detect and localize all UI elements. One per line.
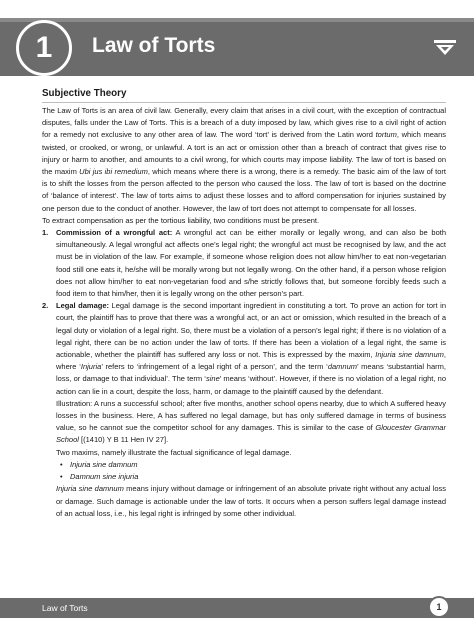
publisher-logo-icon — [434, 40, 456, 56]
illustration-paragraph — [56, 398, 446, 447]
page-content — [42, 88, 446, 520]
legal-damage-text-d: ’ means ‘substantial harm, loss, or damage to that individual’. The term ‘ — [56, 362, 446, 384]
legal-damage-text-e: ’ means ‘without’. However, if there is no violation of a legal right, no action can lie in a court, despite the loss, harm, or damage to the plaintiff caused by the defendant. — [56, 374, 447, 396]
footer-label: Law of Torts — [42, 603, 88, 613]
maxim-injuria-sine-damnum: Injuria sine damnum — [375, 350, 444, 360]
illustration-text-b: [(1410) Y B 11 Hen IV 27]. — [78, 435, 169, 445]
condition-text: A wrongful act can be either morally or legally wrong, and can also be both simultaneously. A legal wrongful act affects one’s legal right; the wrongful act must be recognised by law, and the act must be in violation of the law. For example, if someone whose religion does not allow him/her to eat non-vegetarian food still one eats it, he/she will be morally wrong but not legally wrong. On the other hand, if a person whose religion does not allow him/her to eat non-vegetarian food and s/he strictly follows that, but someone forcibly feeds such a food item to that him/her, then it is legally wrong on the other person’s part. — [56, 228, 446, 299]
chapter-number-badge: 1 — [16, 20, 72, 76]
maxim-ubi-jus: Ubi jus ibi remedium — [79, 167, 148, 177]
page-number: 1 — [428, 596, 450, 618]
condition-item-2 — [42, 300, 446, 520]
maxim-item: Damnum sine injuria — [70, 472, 139, 482]
header-accent-line — [0, 18, 474, 22]
case-name: Gloucester Grammar School — [56, 423, 446, 445]
term-damnum: damnum — [327, 362, 357, 372]
maxim-item: Injuria sine damnum — [70, 459, 138, 469]
bullet-icon: • — [60, 472, 63, 482]
condition-heading: Commission of a wrongful act: — [56, 228, 173, 238]
term-injuria: Injuria — [80, 362, 102, 372]
condition-heading: Legal damage: — [56, 301, 109, 311]
condition-number: 1. — [42, 228, 49, 238]
intro-text-c: , which means where there is a wrong, there is a remedy. The basic aim of the law of tort is to shift the losses from the person affected to the person who caused the loss. The law of tort is based on the doctrine of ‘balance of interest’. The law of torts aims to adjust these losses and to afford compensation for injuries sustained by one person due to the conduct of another. However, the law of tort does not attempt to compensate for all losses. — [42, 167, 446, 213]
list-item — [56, 471, 446, 483]
legal-damage-paragraph — [56, 300, 446, 398]
conditions-intro: To extract compensation as per the tortious liability, two conditions must be present. — [42, 215, 320, 225]
bullet-icon: • — [60, 459, 63, 469]
condition-number: 2. — [42, 301, 49, 311]
condition-item-1 — [42, 227, 446, 300]
term-sine: sine — [205, 374, 220, 384]
closing-text: means injury without damage or infringement of an absolute private right without any actual loss or damage. Such damage is actionable under the law of torts. It occurs when a person suffers legal damage instead of an actual loss, i.e., his legal right is infringed by some other individual. — [56, 484, 446, 518]
legal-damage-text-a: Legal damage is the second important ingredient in constituting a tort. To prove an action for tort in court, the plaintiff has to prove that there was a wrongful act, or an act or omission, which resulted in the breach of a legal duty or violation of a legal right. So, there must be a violation of a person’s legal right; if there is no violation of a legal right, there can be no action under the law of torts. If there has been a violation of a legal right, the same is actionable, whether the plaintiff has suffered any loss or not. This is expressed by the maxim, — [56, 301, 447, 360]
closing-paragraph — [56, 483, 446, 520]
intro-text-b: , which means twisted, or crooked, or wrong, or unlawful. A tort is an act or omission other than a breach of contract that gives rise to injury or harm to another, and amounts to a civil wrong, for which courts may impose liability. The law of tort is based on the maxim — [42, 130, 447, 177]
section-title: Subjective Theory — [42, 88, 446, 103]
maxims-intro: Two maxims, namely illustrate the factual significance of legal damage. — [56, 447, 292, 457]
term-tortum: tortum — [375, 130, 397, 140]
maxims-list — [56, 459, 446, 483]
chapter-title: Law of Torts — [92, 34, 216, 57]
legal-damage-text-b: , where ‘ — [56, 350, 446, 372]
illustration-text-a: Illustration: A runs a successful school; after five months, another school opens nearby, due to which A suffered heavy losses in the business. Here, A has suffered no legal damage, but has only suffered damage in terms of business value, so he cannot sue the competitor school for any damages. This is similar to the case of — [56, 398, 446, 433]
list-item — [56, 459, 446, 471]
intro-paragraph — [42, 105, 446, 215]
intro-text-a: The Law of Torts is an area of civil law. Generally, every claim that arises in a civil court, with the exception of contractual disputes, falls under the Law of Torts. This is a breach of a duty imposed by law, which gives rise to a civil right of action for a remedy not exclusive to any other area of law. The word ‘tort’ is derived from the Latin word — [42, 106, 446, 140]
closing-maxim: Injuria sine damnum — [56, 484, 124, 494]
legal-damage-text-c: ’ refers to ‘infringement of a legal right of a person’, and the term ‘ — [101, 362, 328, 372]
